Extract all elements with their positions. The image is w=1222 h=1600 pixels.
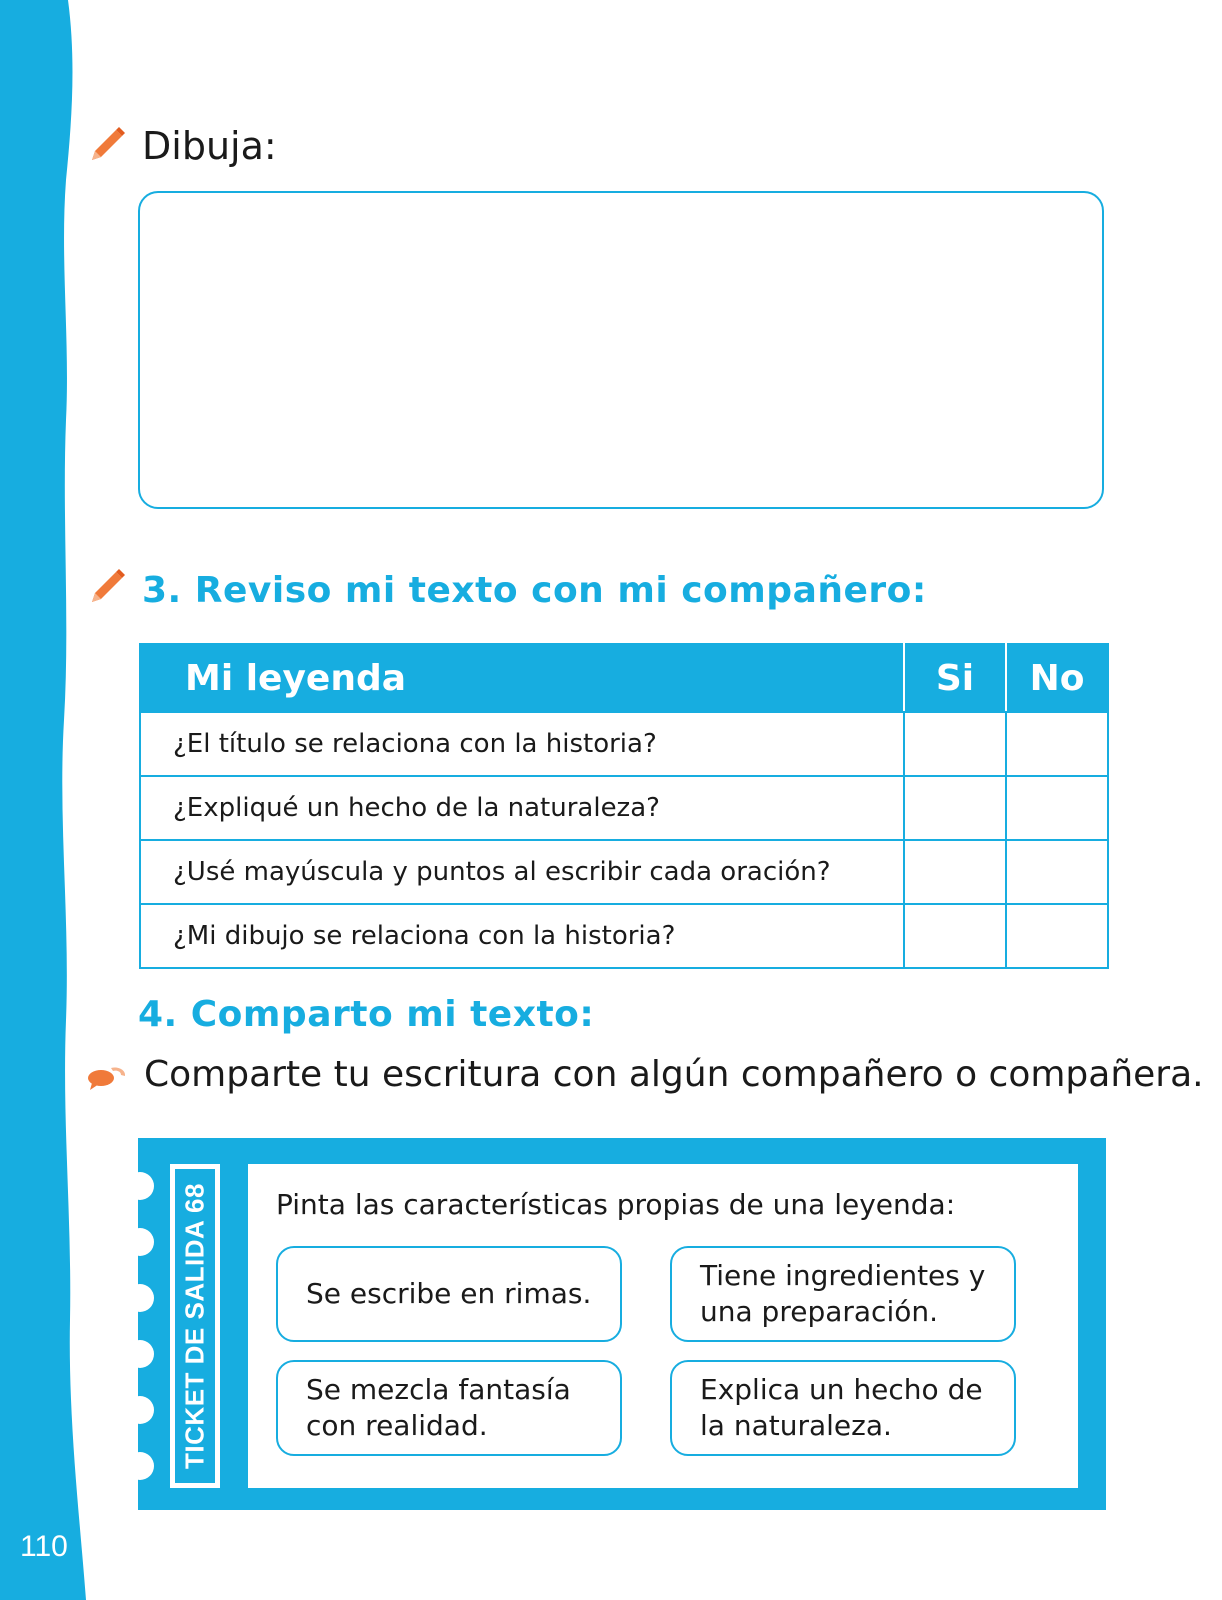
- ticket-tab: [170, 1164, 220, 1488]
- criterion-cell: ¿Usé mayúscula y puntos al escribir cada oración?: [140, 840, 904, 904]
- checklist-table: [139, 643, 1109, 969]
- column-header-legend: Mi leyenda: [140, 644, 904, 712]
- no-check-cell[interactable]: [1006, 712, 1108, 776]
- share-instruction: Comparte tu escritura con algún compañero o compañera.: [144, 1054, 1204, 1095]
- table-header-row: [140, 644, 1108, 712]
- ticket-notch: [126, 1284, 154, 1312]
- no-check-cell[interactable]: [1006, 904, 1108, 968]
- table-row: [140, 776, 1108, 840]
- ticket-prompt: Pinta las características propias de una leyenda:: [276, 1188, 956, 1221]
- yes-check-cell[interactable]: [904, 712, 1006, 776]
- pencil-icon: [86, 124, 128, 166]
- no-check-cell[interactable]: [1006, 776, 1108, 840]
- yes-check-cell[interactable]: [904, 776, 1006, 840]
- yes-check-cell[interactable]: [904, 840, 1006, 904]
- criterion-cell: ¿Mi dibujo se relaciona con la historia?: [140, 904, 904, 968]
- column-header-no: No: [1006, 644, 1108, 712]
- no-check-cell[interactable]: [1006, 840, 1108, 904]
- option-rhymes[interactable]: Se escribe en rimas.: [276, 1246, 622, 1342]
- exit-ticket: [138, 1138, 1106, 1510]
- criterion-cell: ¿Expliqué un hecho de la naturaleza?: [140, 776, 904, 840]
- ticket-notch: [126, 1340, 154, 1368]
- side-band: [0, 0, 100, 1600]
- page-number: 110: [20, 1530, 68, 1563]
- speech-bubbles-icon: [86, 1062, 128, 1092]
- column-header-yes: Si: [904, 644, 1006, 712]
- option-ingredients[interactable]: Tiene ingredientes y una preparación.: [670, 1246, 1016, 1342]
- table-row: [140, 840, 1108, 904]
- ticket-side-label: LECTURA OA 5: [1025, 1225, 1043, 1368]
- table-row: [140, 904, 1108, 968]
- ticket-content: [248, 1164, 1078, 1488]
- ticket-notch: [126, 1228, 154, 1256]
- ticket-notch: [126, 1452, 154, 1480]
- ticket-notch: [126, 1172, 154, 1200]
- draw-heading: Dibuja:: [142, 124, 277, 168]
- section-4-title: 4. Comparto mi texto:: [138, 994, 595, 1035]
- option-fantasy-reality[interactable]: Se mezcla fantasía con realidad.: [276, 1360, 622, 1456]
- yes-check-cell[interactable]: [904, 904, 1006, 968]
- drawing-area[interactable]: [138, 191, 1104, 509]
- ticket-notch: [126, 1396, 154, 1424]
- criterion-cell: ¿El título se relaciona con la historia?: [140, 712, 904, 776]
- section-3-title: 3. Reviso mi texto con mi compañero:: [142, 570, 927, 611]
- ticket-tab-label: TICKET DE SALIDA 68: [179, 1183, 210, 1469]
- pencil-icon: [86, 566, 128, 608]
- option-nature-fact[interactable]: Explica un hecho de la naturaleza.: [670, 1360, 1016, 1456]
- table-row: [140, 712, 1108, 776]
